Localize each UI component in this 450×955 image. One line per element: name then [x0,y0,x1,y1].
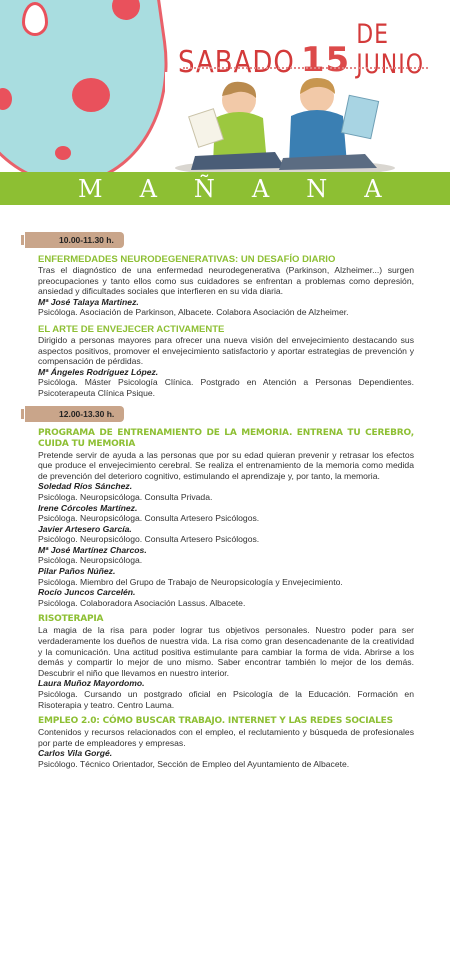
speaker-affiliation: Psicóloga. Neuropsicóloga. Consulta Privada. [38,491,213,502]
talk-title: PROGRAMA DE ENTRENAMIENTO DE LA MEMORIA. ENTRENA TU CEREBRO, CUIDA TU MEMORIA [38,427,414,449]
talk-title: EMPLEO 2.0: CÓMO BUSCAR TRABAJO. INTERNET Y LAS REDES SOCIALES [38,716,393,727]
talk [0,716,450,769]
time-block [0,230,450,399]
time-tag: 12.00-13.30 h. [25,406,124,422]
talk-description: La magia de la risa para poder lograr tus objetivos personales. Nuestro poder para ser verdaderamente los dueños de nuestra vida. La risa como gran desencadenante de la creatividad y la comunicación. Una actitud positiva estimulante para cambiar la forma de vida. Abrirse a los demás y compartir lo mejor de uno mismo. Saber encontrar también lo mejor de los demás. Descubrir el niño que llevamos en nuestro interior. [38,625,414,678]
speaker-name: Laura Muñoz Mayordomo. [38,678,145,689]
talk-description: Dirigido a personas mayores para ofrecer una nueva visión del envejecimiento destacando sus aspectos positivos, promover el envejecimiento satisfactorio y aportar estrategias de prevención y compensación de pérdidas. [38,334,414,367]
date-day-number: 15 [300,40,351,80]
speaker-affiliation: Psicólogo. Técnico Orientador, Sección de Empleo del Ayuntamiento de Albacete. [38,758,350,769]
talk-description: Pretende servir de ayuda a las personas que por su edad quieran prevenir y retrasar los efectos que produce el envejecimiento cerebral. Se realiza el entrenamiento de la memoria como medida de prevención del deterioro cognitivo, estimulando el aprendizaje y, por tanto, la memoria. [38,449,414,481]
talk-title: ENFERMEDADES NEURODEGENERATIVAS: UN DESAFÍO DIARIO [38,254,336,265]
speaker-name: Rocío Juncos Carcelén. [38,587,136,598]
speaker-affiliation: Psicóloga. Neuropsicóloga. Consulta Artesero Psicólogos. [38,513,260,524]
talk-title: EL ARTE DE ENVEJECER ACTIVAMENTE [38,323,225,335]
children-reading-photo [165,72,410,172]
session-label: MAÑANA [78,174,419,203]
session-band [0,172,450,205]
talk [0,428,450,609]
heart-dot [72,78,110,112]
speaker-affiliation: Psicólogo. Neuropsicólogo. Consulta Artesero Psicólogos. [38,534,260,545]
speaker-name: Mª Ángeles Rodríguez López. [38,366,159,377]
heart-dot [22,2,48,36]
speaker-name: Irene Córcoles Martínez. [38,502,138,513]
date-underline [183,67,428,69]
speaker-affiliation: Psicóloga. Asociación de Parkinson, Albacete. Colabora Asociación de Alzheimer. [38,307,349,318]
heart-dot [55,146,71,160]
speaker-name: Mª José Martínez Charcos. [38,544,147,555]
talk-title: RISOTERAPIA [38,614,104,625]
talk-description: Tras el diagnóstico de una enfermedad neurodegenerativa (Parkinson, Alzheimer...) surgen preocupaciones y tanto ellos como sus cuidadores se enfrentan a problemas como depresión, ansiedad y dificultades sociales que interfieren en su vida diaria. [38,265,414,297]
speaker-name: Mª José Talaya Martinez. [38,296,139,307]
talk [0,324,450,399]
time-block [0,404,450,770]
talk [0,614,450,710]
speaker-name: Pilar Paños Núñez. [38,566,116,577]
speaker-name: Carlos Vila Gorgé. [38,748,113,759]
speaker-affiliation: Psicóloga. Neuropsicóloga. [38,555,143,566]
talk [0,254,450,318]
header-banner [0,0,450,205]
event-date [178,19,438,80]
speaker-affiliation: Psicóloga. Colaboradora Asociación Lassus. Albacete. [38,597,246,608]
speaker-name: Soledad Ríos Sánchez. [38,481,133,492]
speaker-affiliation: Psicóloga. Máster Psicología Clínica. Postgrado en Atención a Personas Dependientes. Psicoterapeuta Clínica Psique. [38,377,414,398]
date-weekday: SABADO [178,45,295,80]
program-schedule [0,230,450,770]
time-tag: 10.00-11.30 h. [25,232,124,248]
speaker-affiliation: Psicóloga. Cursando un postgrado oficial en Psicología de la Educación. Formación en Risoterapia y teatro. Centro Lauma. [38,689,414,710]
talk-description: Contenidos y recursos relacionados con el empleo, el reclutamiento y búsqueda de profesionales por parte de empleadores y empresas. [38,727,414,748]
speaker-name: Javier Artesero García. [38,523,132,534]
date-month: DE JUNIO [356,19,425,80]
speaker-affiliation: Psicóloga. Miembro del Grupo de Trabajo de Neuropsicología y Envejecimiento. [38,576,343,587]
